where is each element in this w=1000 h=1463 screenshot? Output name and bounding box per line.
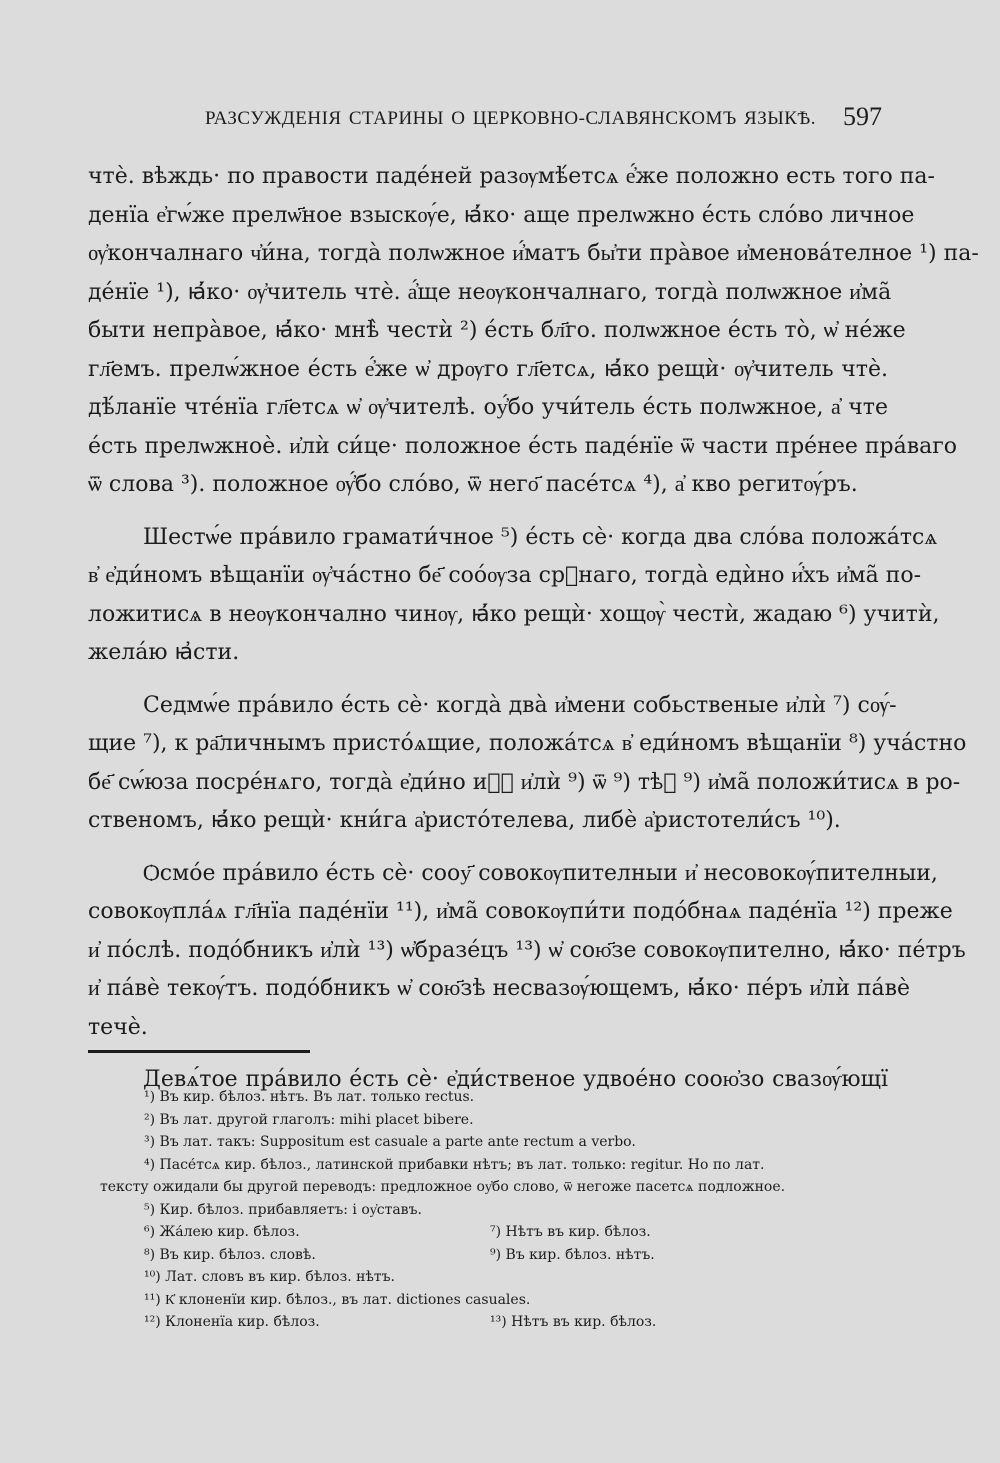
footnote-11: ¹¹) К҆ клоненїи кир. бѣлоз., въ лат. dictiones casuales. [144,1291,531,1308]
text-line: жела́ю ꙗ҆сти. [88,640,240,665]
footnote-1: ¹) Въ кир. бѣлоз. нѣтъ. Въ лат. только rectus. [144,1089,475,1105]
text-line: бе҃ сѡ́юза посре́нѧго, тогда̀ е҆ди́но и҆ⷯ и҆лѝ ⁹) ѿ ⁹) тѣⷯ ⁹) и҆ма̃ положи́тисѧ в ро- [88,769,961,795]
footnote-row [100,1221,890,1244]
text-line: ѹ҆кончалнаго ч҆и́на, тогда̀ полѡжное и҆́матъ бы҆ти пра̀вое и҆менова́телное ¹) па- [88,241,979,266]
text-line: ложитисѧ в неѹкончално чинѹ, ꙗ҆́ко рещѝ· хощѹ̀ честѝ, жадаю ⁶) учитѝ, [88,601,940,627]
paragraph-start-rule-6: Шестѡ́е пра́вило грамати́чное ⁵) е́сть сѐ· когда два сло́ва положа́тсѧ [143,524,938,550]
footnote-row [100,1244,890,1267]
text-line: и҆ по́слѣ. подо́бникъ и҆лѝ ¹³) ѡ҆бразе́цъ ¹³) ѡ҆ сою҃зе совокѹпително, ꙗ҆́ко· пе́тръ [88,937,966,963]
text-line: чтѐ. вѣждь· по правости паде́ней разѹмѣ́етсѧ е҆́же положно есть того па- [88,164,935,189]
text-line: е́сть прелѡжноѐ. и҆лѝ си́це· положное е́сть паде́нїе ѿ части пре́нее пра́ваго [88,433,958,459]
footnote-6: ⁶) Жа́лею кир. бѣлоз. [144,1224,300,1240]
footnote-3: ³) Въ лат. такъ: Suppositum est casuale a parte ante rectum a verbo. [144,1134,636,1150]
text-line: щие ⁷), к ра҃личнымъ присто́ѧщие, положа́тсѧ в҆ еди́номъ вѣщанїи ⁸) уча́стно [88,731,967,756]
text-line: де́нїе ¹), ꙗ҆́ко· ѹ҆читель чтѐ. а҆́ще неѹкончалнаго, тогда̀ полѡжное и҆ма̃ [88,279,892,305]
text-line: быти непра̀вое, ꙗ҆́ко· мнѣ̀ честѝ ²) е́сть бл҃го. полѡжное е́сть то̀, ѡ҆ не́же [88,318,906,343]
footnote-13: ¹³) Нѣтъ въ кир. бѣлоз. [490,1314,657,1330]
paragraph-start-rule-7: Седмѡ́е пра́вило е́сть сѐ· когда̀ два̀ и҆мени собьственые и҆лѝ ⁷) сѹ́- [143,692,897,718]
page-number: 597 [843,102,882,131]
footnote-4-continued: тексту ожидали бы другой переводъ: предложное оу҆бо слово, ѿ негоже пасетсѧ подложное. [100,1179,786,1195]
text-line: в҆ е҆ди́номъ вѣщанїи ѹ҆ча́стно бе҃ соо́ѹза срⷣнаго, тогда̀ едѝно и҆́хъ и҆ма̃ по- [88,563,922,588]
footnotes [100,1086,890,1334]
footnote-7: ⁷) Нѣтъ въ кир. бѣлоз. [490,1224,651,1240]
footnote-rule [88,1050,310,1053]
footnote-2: ²) Въ лат. другой глаголъ: mihi placet bibere. [144,1111,474,1128]
footnote-9: ⁹) Въ кир. бѣлоз. нѣтъ. [490,1246,655,1263]
footnote-8: ⁸) Въ кир. бѣлоз. словѣ. [144,1246,316,1263]
paragraph-start-rule-9: Девѧ́тое пра́вило е́сть сѐ· е҆ди́ственое удвое́но соою҆зо свазѹ́ющї [143,1067,888,1092]
footnote-10: ¹⁰) Лат. словъ въ кир. бѣлоз. нѣтъ. [144,1269,396,1285]
paragraph-start-rule-8: Ѻсмо́е пра́вило е́сть сѐ· сооу҃ совокѹпителныи и҆ несовокѹ́пителныи, [143,860,938,886]
footnote-row [100,1311,890,1334]
body-text [88,158,979,1100]
text-line: ственомъ, ꙗ҆́ко рещѝ· кни́га а҆ристо́телева, либѐ а҆ристотели́съ ¹⁰). [88,808,841,833]
running-title: РАЗСУЖДЕНІЯ СТАРИНЫ О ЦЕРКОВНО-СЛАВЯНСКОМЪ ЯЗЫКѢ. [205,108,816,129]
text-line: денїа е҆гѡ́же прелѡ҃ное взыскѹ́е, ꙗ҆́ко· аще прелѡжно е́сть сло́во личное [88,202,915,228]
text-line: ѿ слова ³). положное ѹ҆́бо сло́во, ѿ него҃ пасе́тсѧ ⁴), а҆ кво регитѹ́ръ. [88,472,858,497]
text-line: дѣ́ланїе чте́нїа гл҃етсѧ ѡ҆ ѹ҆чителѣ. оу҆́бо учи́тель е́сть полѡжное, а҆ чте [88,395,888,420]
text-line: гл҃емъ. прелѡ́жное е́сть е҆́же ѡ҆ дрѹго гл҃етсѧ, ꙗ҆́ко рещѝ· ѹ҆читель чтѐ. [88,356,888,382]
footnote-5: ⁵) Кир. бѣлоз. прибавляетъ: і оу҆ставъ. [144,1201,422,1218]
footnote-4: ⁴) Пасе́тсѧ кир. бѣлоз., латинской прибавки нѣтъ; въ лат. только: regitur. Но по лат. [144,1156,765,1173]
text-line: течѐ. [88,1014,148,1040]
text-line: и҆ па́вѐ текѹ́тъ. подо́бникъ ѡ҆ сою҃зѣ несвазѹ́ющемъ, ꙗ҆́ко· пе́ръ и҆лѝ па́вѐ [88,976,911,1001]
text-line: совокѹпла́ѧ гл҃нїа паде́нїи ¹¹), и҆ма̃ совокѹпи́ти подо́бнаѧ паде́нїа ¹²) преже [88,899,953,924]
footnote-12: ¹²) Клоненїа кир. бѣлоз. [144,1314,320,1330]
